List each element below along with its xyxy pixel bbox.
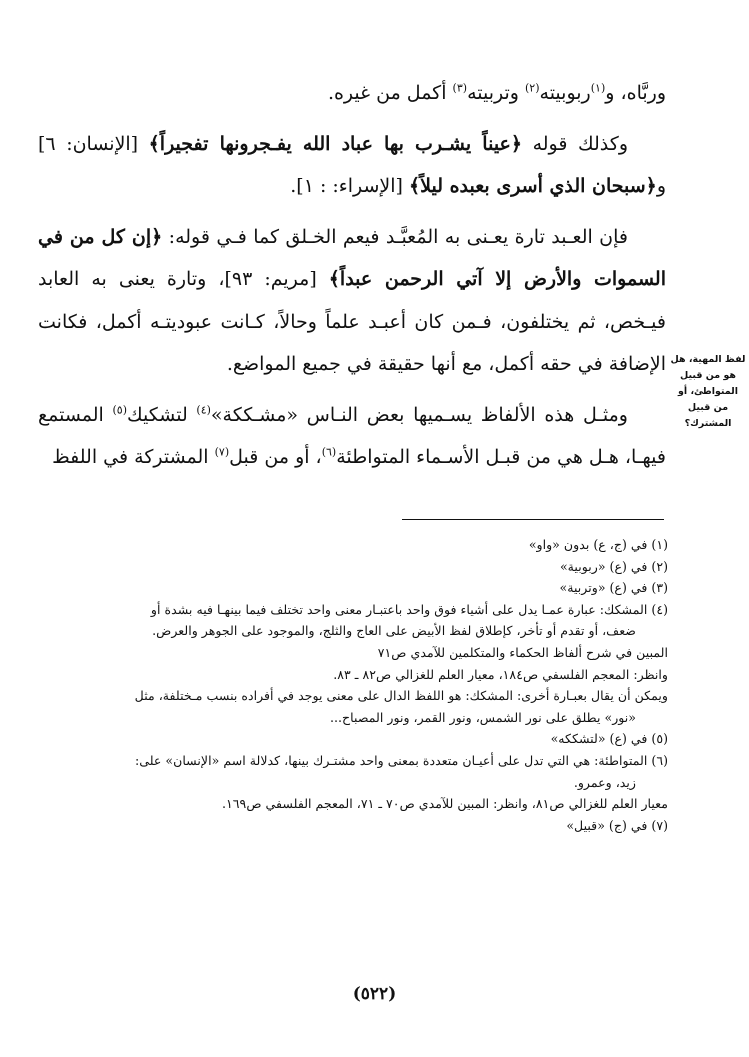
margin-note: لفظ المهية، هل هو من قبيل المتواطئ، أو من قبيل المشترك؟ [670, 354, 746, 429]
footnotes [30, 534, 668, 836]
footnote-5: (٥) في (ع) «لتشككه» [550, 731, 668, 747]
footnote-ref-5: (٥) [112, 403, 128, 417]
footnote-ref-1: (١) [590, 81, 606, 95]
footnote-3: (٣) في (ع) «وتربية» [559, 580, 668, 596]
footnote-ref-2: (٢) [525, 81, 540, 95]
footnote-2: (٢) في (ع) «ربوبية» [559, 558, 668, 574]
quran-quote-insan: ﴿عيناً يشـرب بها عباد الله يفـجرونها تفجيراً﴾ [148, 132, 523, 155]
footnote-4-line-6: «نور» يطلق على نور الشمس، ونور القمر، ونور المصباح... [330, 709, 636, 725]
footnote-4: (٤) المشكك: عبارة عمـا يدل على أشياء فوق واحد باعتبـار معنى واحد تختلف فيما بينهـا فيه بشدة أو [150, 601, 668, 617]
paragraph-4: ومثـل هذه الألفاظ يسـميها بعض النـاس «مشـككة»$^{(٤)}$ لتشكيك$^{(٥)}$ المستمع فيهـا، هـل هي من قبـل الأسـماء المتواطئة$^{(٦)}$، أو من قبل$^{(٧)}$ المشتركة في اللفظ [38, 403, 666, 468]
footnote-ref-7: (٧) [214, 445, 230, 459]
footnote-ref-3: (٣) [452, 81, 468, 95]
paragraph-1: وربَّاه، و$^{(١)}$ربوبيته$^{(٢)}$ وتربيته$^{(٣)}$ أكمل من غيره. [327, 81, 666, 104]
page-number: (٥٢٢) [352, 984, 397, 1004]
footnote-4-line-4: وانظر: المعجم الفلسفي ص١٨٤، معيار العلم للغزالي ص٨٢ ـ ٨٣. [333, 666, 668, 682]
quran-quote-maryam: ﴿إن كل من في السموات والأرض إلا آتي الرحمن عبداً﴾ [38, 225, 666, 290]
paragraph-2: وكذلك قوله ﴿عيناً يشـرب بها عباد الله يفـجرونها تفجيراً﴾ [الإنسان: ٦] و﴿سبحان الذي أسرى بعبده ليلاً﴾ [الإسراء: : ١]. [38, 132, 666, 197]
footnote-6: (٦) المتواطئة: هي التي تدل على أعيـان متعددة بمعنى واحد مشتـرك بينها، كدلالة اسم «الإنسان» على: [134, 752, 668, 768]
quran-quote-isra: ﴿سبحان الذي أسرى بعبده ليلاً﴾ [408, 175, 657, 197]
footnote-6-line-3: معيار العلم للغزالي ص٨١، وانظر: المبين للآمدي ص٧٠ ـ ٧١، المعجم الفلسفي ص١٦٩. [222, 796, 668, 812]
footnote-ref-4: (٤) [196, 403, 211, 417]
footnote-separator [402, 519, 664, 520]
footnote-4-line-5: ويمكن أن يقال بعبـارة أخرى: المشكك: هو اللفظ الدال على معنى يوجد في أفراده بنسب مـختلفة، مثل [134, 688, 668, 704]
main-text [38, 72, 666, 479]
footnote-7: (٧) في (ج) «قبيل» [566, 817, 668, 833]
footnote-4-line-3: المبين في شرح ألفاظ الحكماء والمتكلمين للآمدي ص٧١ [377, 644, 668, 660]
footnote-1: (١) في (ج، ع) بدون «واو» [528, 537, 668, 552]
footnote-ref-6: (٦) [321, 445, 337, 459]
footnote-6-line-2: زيد، وعمرو. [573, 774, 636, 790]
footnote-4-line-2: ضعف، أو تقدم أو تأخر، كإطلاق لفظ الأبيض على العاج والثلج، والموجود على الجوهر والعرض. [152, 623, 636, 639]
paragraph-3: فإن العـبد تارة يعـنى به المُعبَّـد فيعم الخـلق كما فـي قوله: ﴿إن كل من في السموات والأرض إلا آتي الرحمن عبداً﴾ [مريم: ٩٣]، وتارة يعنى به العابد فيـخص، ثم يختلفون، فـمن كان أعبـد علماً وحالاً، كـانت عبوديتـه أكمل، فكانت الإضافة في حقه أكمل، مع أنها حقيقة في جميع المواضع. [38, 225, 666, 375]
